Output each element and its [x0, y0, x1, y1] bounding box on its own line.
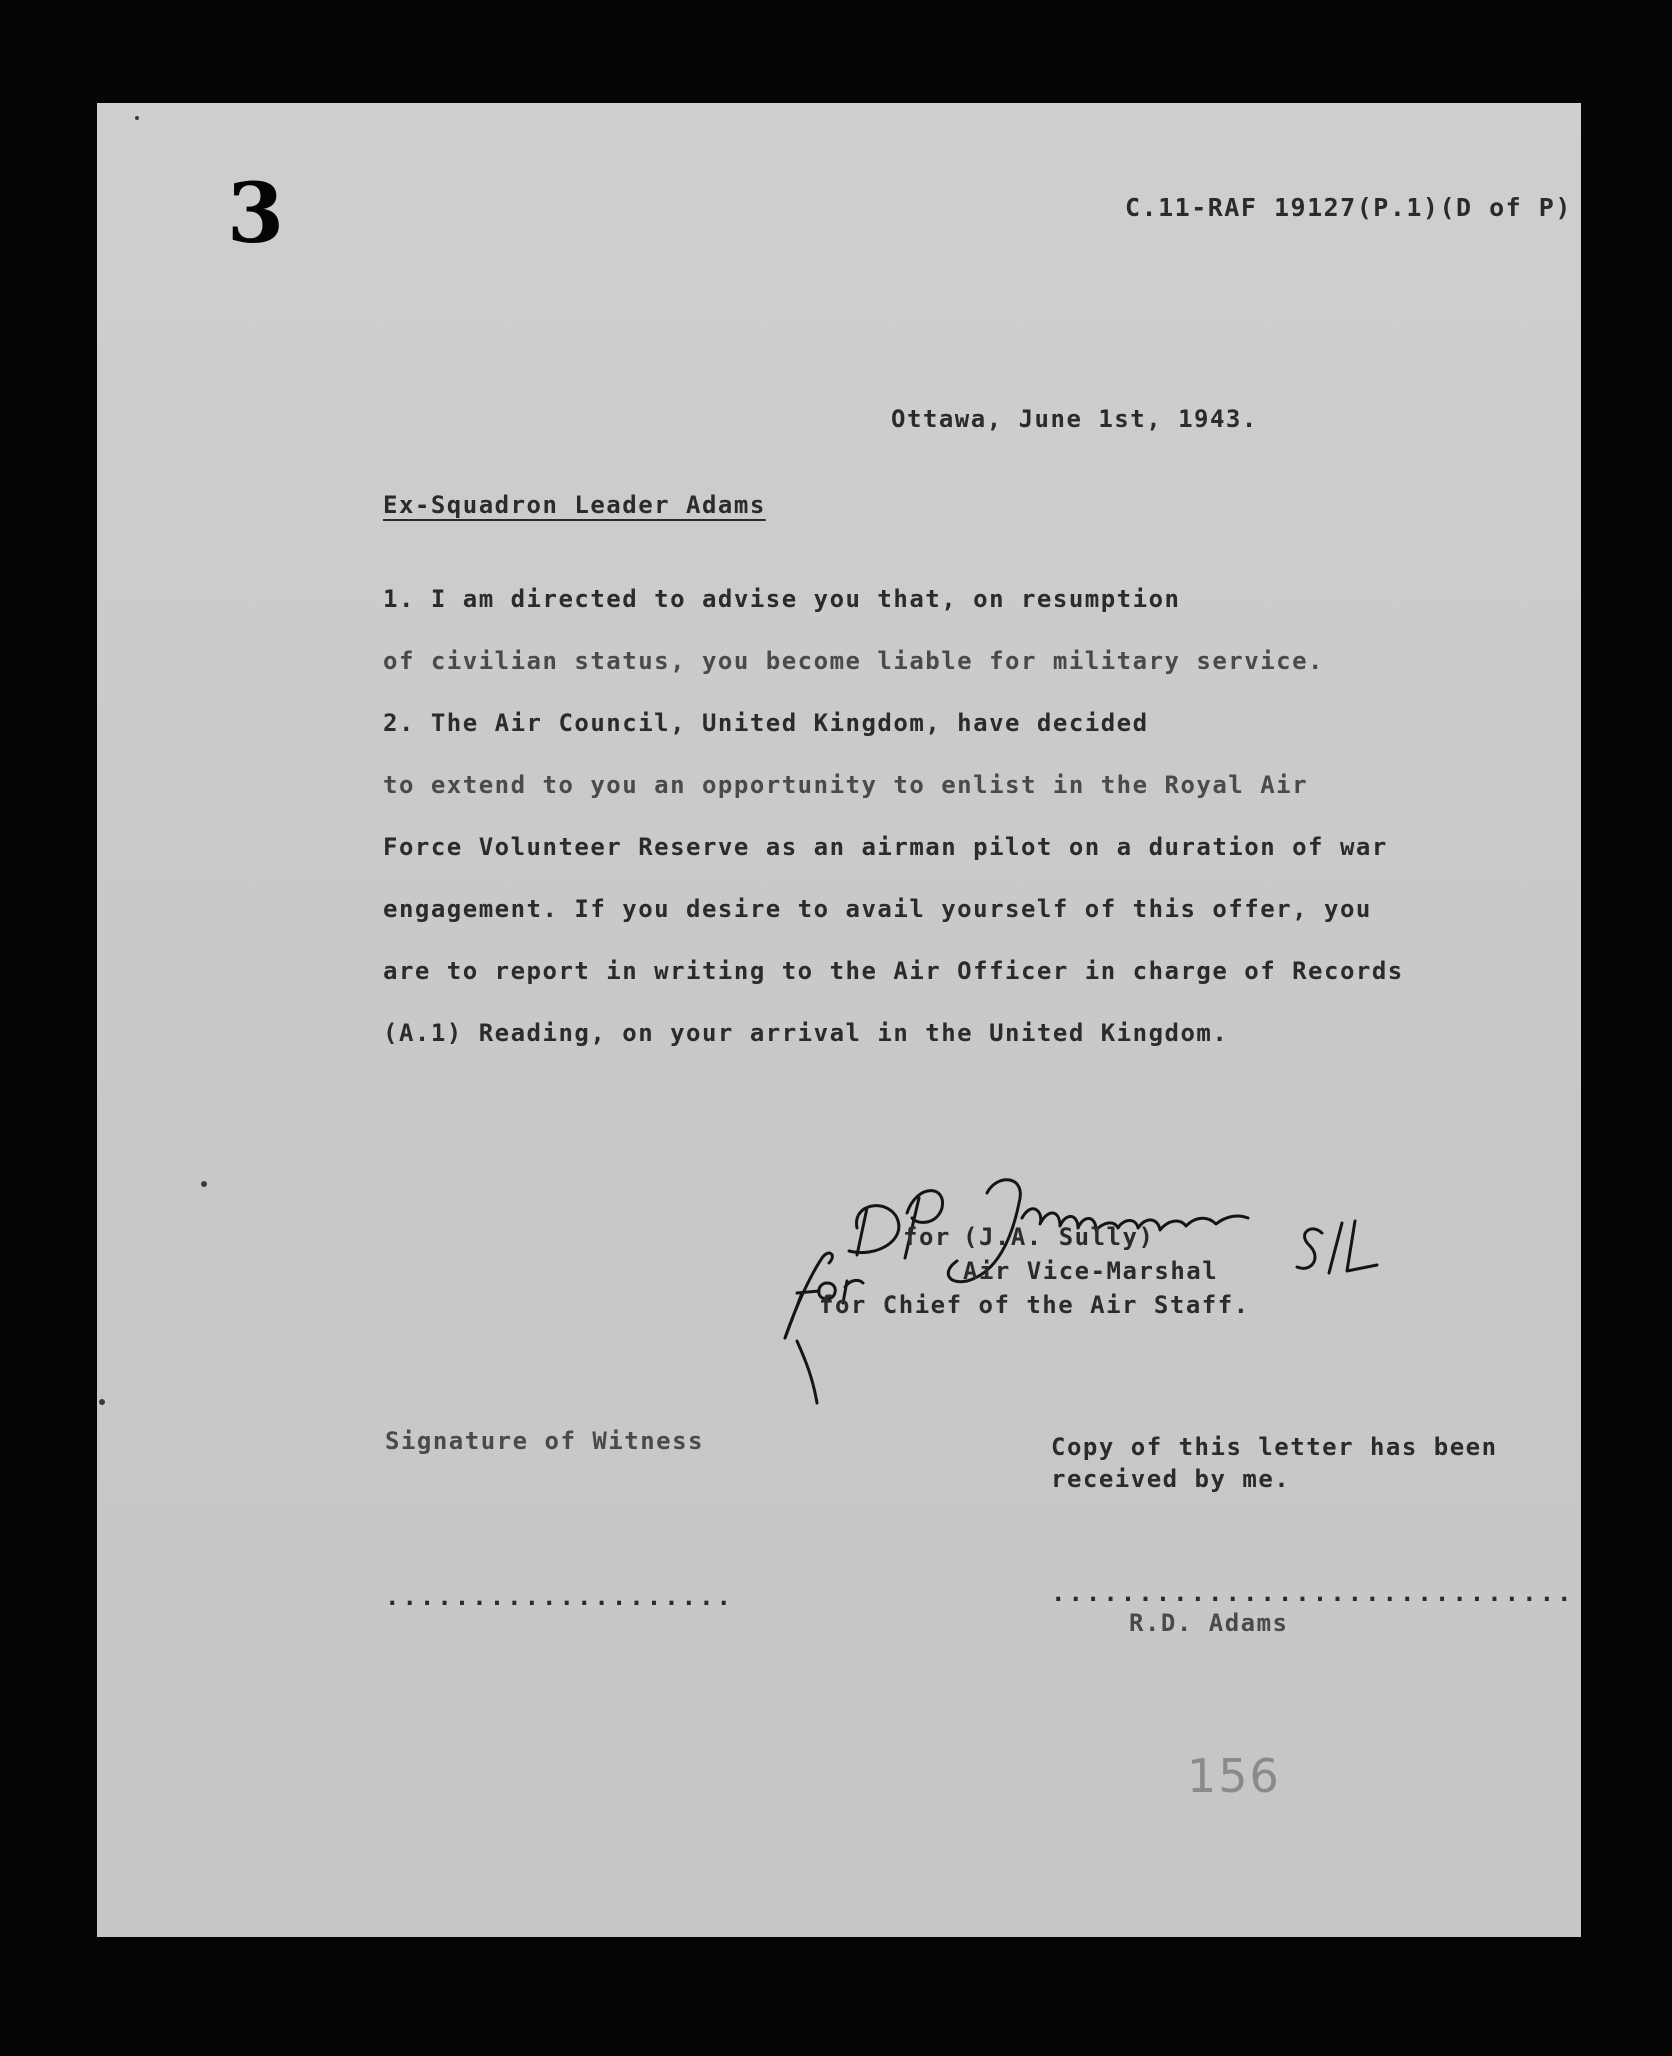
body-line: to extend to you an opportunity to enlist in the Royal Air — [383, 771, 1309, 799]
body-line: are to report in writing to the Air Officer in charge of Records — [383, 957, 1404, 985]
body-line: 2. The Air Council, United Kingdom, have decided — [383, 709, 1149, 737]
receipt-text-line-1: Copy of this letter has been — [1051, 1433, 1498, 1461]
corner-mark: 3 — [227, 166, 285, 262]
body-line: Force Volunteer Reserve as an airman pilot on a duration of war — [383, 833, 1388, 861]
signatory-rank: Air Vice-Marshal — [963, 1257, 1219, 1285]
addressee: Ex-Squadron Leader Adams — [383, 491, 766, 519]
receipt-name: R.D. Adams — [1129, 1609, 1289, 1637]
page-number: 156 — [1187, 1749, 1281, 1803]
signatory-on-behalf: for Chief of the Air Staff. — [819, 1291, 1250, 1319]
receipt-signature-line: .............................. — [1051, 1579, 1575, 1607]
receipt-text-line-2: received by me. — [1051, 1465, 1291, 1493]
scan-speck — [201, 1181, 207, 1187]
witness-signature-line: .................... — [385, 1583, 734, 1611]
body-line: of civilian status, you become liable for military service. — [383, 647, 1325, 675]
witness-label: Signature of Witness — [385, 1427, 704, 1455]
document-page — [97, 103, 1581, 1937]
date-line: Ottawa, June 1st, 1943. — [891, 405, 1258, 433]
body-line: (A.1) Reading, on your arrival in the United Kingdom. — [383, 1019, 1229, 1047]
signature-for-label: for — [903, 1223, 951, 1251]
scan-speck — [99, 1399, 105, 1405]
signatory-name: (J.A. Sully) — [963, 1223, 1155, 1251]
scan-speck — [135, 116, 139, 120]
body-line: engagement. If you desire to avail yourself of this offer, you — [383, 895, 1372, 923]
body-line: 1. I am directed to advise you that, on resumption — [383, 585, 1181, 613]
reference-number: C.11-RAF 19127(P.1)(D of P) — [1125, 193, 1572, 222]
